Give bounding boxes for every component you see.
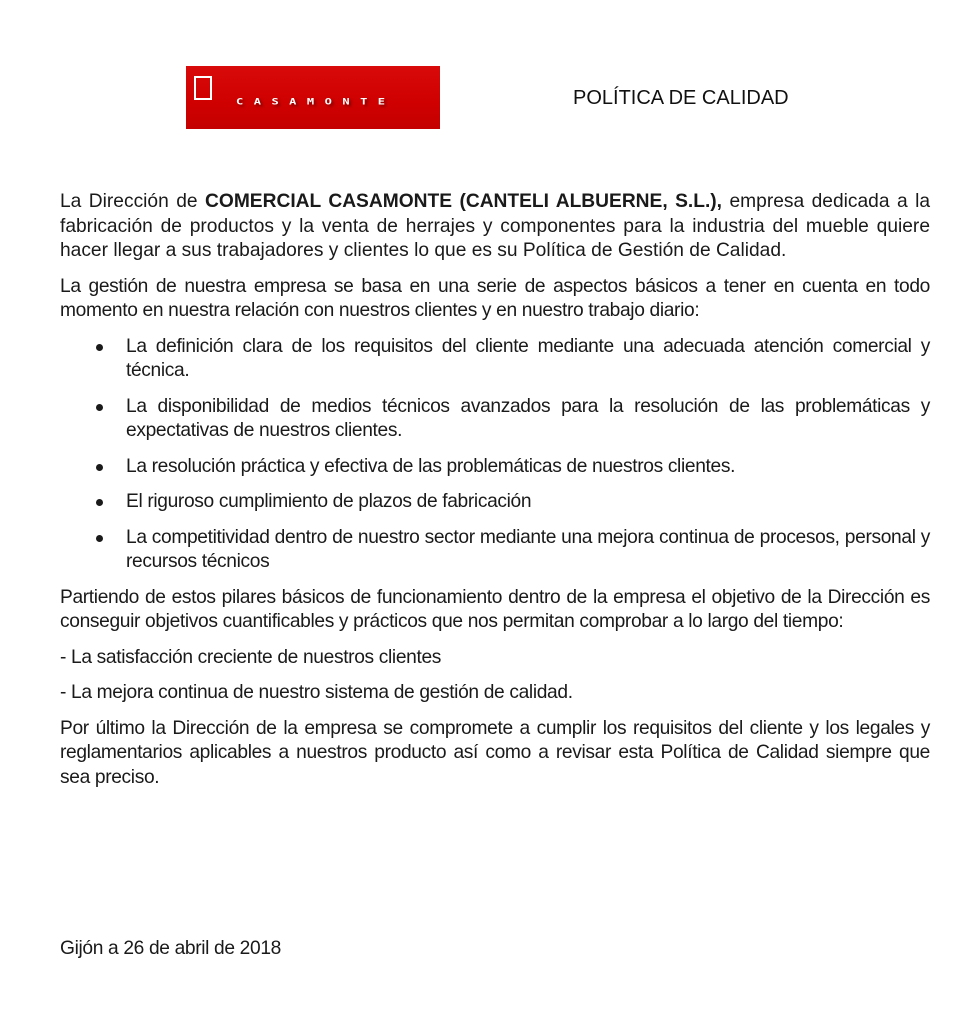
document-title: POLÍTICA DE CALIDAD xyxy=(573,87,789,109)
objective-item: - La satisfacción creciente de nuestros clientes xyxy=(60,646,442,668)
bullet-icon xyxy=(96,404,103,411)
objectives-paragraph: Partiendo de estos pilares básicos de funcionamiento dentro de la empresa el objetivo de la Dirección es conseguir objetivos cuantificables y prácticos que nos permitan comprobar a lo largo del tiempo: xyxy=(60,586,930,632)
intro-suffix: empresa dedicada a la fabricación de productos y la venta de herrajes y componentes para la industria del mueble quiere hacer llegar a sus trabajadores y clientes lo que es su Política de Gestión de Calidad. xyxy=(60,191,931,261)
place-date: Gijón a 26 de abril de 2018 xyxy=(60,938,281,959)
company-name: COMERCIAL CASAMONTE (CANTELI ALBUERNE, S.L.), xyxy=(205,191,723,212)
bullet-icon xyxy=(96,464,103,471)
list-item-text: La competitividad dentro de nuestro sector mediante una mejora continua de procesos, personal y recursos técnicos xyxy=(126,526,930,572)
principles-list xyxy=(60,335,930,575)
list-item xyxy=(60,455,930,480)
list-item-text: La disponibilidad de medios técnicos avanzados para la resolución de las problemáticas y expectativas de nuestros clientes. xyxy=(126,395,930,441)
closing-paragraph: Por último la Dirección de la empresa se compromete a cumplir los requisitos del cliente y los legales y reglamentarios aplicables a nuestros producto así como a revisar esta Política de Calidad siempre que sea preciso. xyxy=(60,717,930,788)
bullet-icon xyxy=(96,499,103,506)
logo-brand-text: CASAMONTE xyxy=(236,96,396,107)
list-item-text: La definición clara de los requisitos del cliente mediante una adecuada atención comercial y técnica. xyxy=(126,335,930,381)
intro-paragraph xyxy=(60,190,930,264)
list-item-text: La resolución práctica y efectiva de las problemáticas de nuestros clientes. xyxy=(126,455,736,477)
list-item xyxy=(60,335,930,384)
bullet-icon xyxy=(96,344,103,351)
logo-square-icon xyxy=(194,76,212,100)
list-item xyxy=(60,526,930,575)
management-paragraph: La gestión de nuestra empresa se basa en una serie de aspectos básicos a tener en cuenta en todo momento en nuestra relación con nuestros clientes y en nuestro trabajo diario: xyxy=(60,275,930,321)
list-item xyxy=(60,395,930,444)
intro-prefix: La Dirección de xyxy=(60,191,206,212)
casamonte-logo xyxy=(186,66,440,129)
bullet-icon xyxy=(96,535,103,542)
document-body xyxy=(60,190,930,790)
list-item xyxy=(60,490,930,515)
objective-item: - La mejora continua de nuestro sistema de gestión de calidad. xyxy=(60,682,573,703)
list-item-text: El riguroso cumplimiento de plazos de fabricación xyxy=(126,491,532,512)
